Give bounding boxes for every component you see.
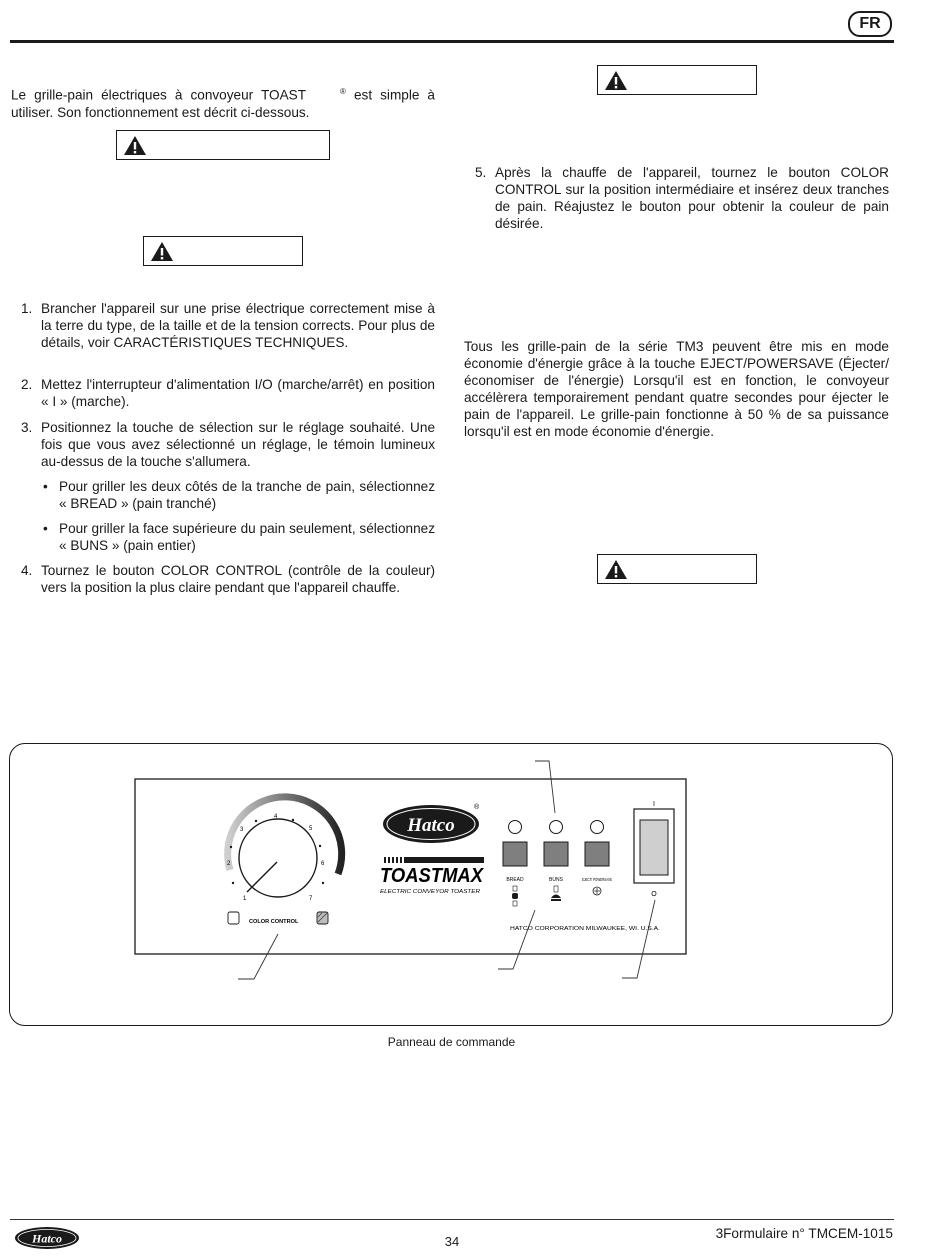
registered-mark: ®	[340, 87, 346, 96]
dial-number: 2	[227, 861, 231, 867]
dial-tick	[230, 846, 232, 848]
warning-triangle-icon	[604, 559, 628, 580]
warning-box-4	[597, 554, 757, 584]
step-1	[21, 300, 435, 351]
bullet-dot: •	[43, 521, 48, 536]
step-number: 4.	[21, 563, 33, 578]
indicator-light-powersave	[591, 821, 604, 834]
form-number: 3Formulaire n° TMCEM-1015	[715, 1226, 893, 1241]
bread-button[interactable]	[503, 842, 527, 866]
dial-number: 6	[321, 861, 325, 867]
warning-box-3	[597, 65, 757, 95]
warning-box-1	[116, 130, 330, 160]
bullet-bread	[43, 478, 435, 512]
buns-button[interactable]	[544, 842, 568, 866]
indicator-light-bread	[509, 821, 522, 834]
step-text: Positionnez la touche de sélection sur le réglage souhaité. Une fois que vous avez sélectionné un réglage, le témoin lumineux au-dessus de la touche s'allumera.	[41, 420, 435, 469]
step-text: Après la chauffe de l'appareil, tournez le bouton COLOR CONTROL sur la position intermédiaire et insérez deux tranches de pain. Réajustez le bouton pour obtenir la couleur de pain désirée.	[495, 165, 889, 231]
bullet-text: Pour griller les deux côtés de la tranche de pain, sélectionnez « BREAD » (pain tranché)	[59, 479, 435, 511]
eject-powersave-label: EJECT/ POWERSAVE	[582, 877, 612, 882]
buns-button-label: BUNS	[549, 877, 563, 883]
dial-tick	[232, 882, 234, 884]
step-text: Brancher l'appareil sur une prise électrique correctement mise à la terre du type, de la taille et de la tension corrects. Pour plus de détails, voir CARACTÉRISTIQUES TECHNIQUES.	[41, 301, 435, 350]
page-number: 34	[444, 1234, 460, 1249]
hatco-logo-text: Hatco	[407, 815, 455, 836]
step-3	[21, 419, 435, 470]
bullet-text: Pour griller la face supérieure du pain seulement, sélectionnez « BUNS » (pain entier)	[59, 521, 435, 553]
switch-on-label: I	[653, 801, 655, 808]
warning-triangle-icon	[123, 135, 147, 156]
bread-button-label: BREAD	[506, 877, 524, 883]
footer-rule	[10, 1219, 894, 1220]
eject-powersave-icon	[593, 887, 601, 895]
intro-text-after: est simple à utiliser. Son fonctionnement est décrit ci-dessous.	[11, 87, 435, 120]
dial-number: 5	[309, 826, 313, 832]
color-control-label: COLOR CONTROL	[249, 919, 299, 925]
toastmax-logo: TOASTMAX	[380, 865, 485, 887]
dial-number: 1	[243, 896, 247, 902]
header-rule	[10, 40, 894, 43]
dial-tick	[255, 820, 257, 822]
toastmax-subtitle: ELECTRIC CONVEYOR TOASTER	[380, 889, 480, 895]
powersave-paragraph: Tous les grille-pain de la série TM3 peuvent être mis en mode économie d'énergie grâce à la touche EJECT/POWERSAVE (Éjecter/économiser de l'énergie) Lorsqu'il est en fonction, le convoyeur accélèrera temporairement pendant quatre secondes pour éjecter le pain de l'appareil. Le grille-pain fonctionne à 50 % de sa puissance lorsqu'il est en mode économie d'énergie.	[464, 339, 889, 439]
dial-tick	[322, 882, 324, 884]
bullet-buns	[43, 520, 435, 554]
dial-number: 7	[309, 896, 313, 902]
step-text: Tournez le bouton COLOR CONTROL (contrôle de la couleur) vers la position la plus claire pendant que l'appareil chauffe.	[41, 563, 435, 595]
dial-tick	[319, 845, 321, 847]
footer-hatco-text: Hatco	[32, 1231, 62, 1246]
hatco-corporation-label: HATCO CORPORATION MILWAUKEE, WI. U.S.A.	[510, 926, 660, 932]
step-text: Mettez l'interrupteur d'alimentation I/O (marche/arrêt) en position « I » (marche).	[41, 377, 435, 409]
switch-off-label: O	[651, 891, 657, 898]
step-number: 3.	[21, 420, 33, 435]
step-number: 5.	[475, 165, 487, 180]
warning-box-2	[143, 236, 303, 266]
step-2	[21, 376, 435, 410]
step-5	[475, 164, 889, 232]
step-number: 2.	[21, 377, 33, 392]
dial-number: 4	[274, 814, 278, 820]
footer-hatco-logo	[14, 1225, 82, 1251]
language-badge: FR	[848, 11, 892, 37]
intro-text-before: Le grille-pain électriques à convoyeur TOAST	[11, 87, 307, 103]
color-control-knob[interactable]	[239, 819, 317, 897]
indicator-light-buns	[550, 821, 563, 834]
step-number: 1.	[21, 301, 33, 316]
intro-paragraph	[11, 83, 435, 121]
light-toast-icon	[228, 912, 239, 924]
warning-triangle-icon	[150, 241, 174, 262]
step-4	[21, 562, 435, 596]
warning-triangle-icon	[604, 70, 628, 91]
registered-mark: ®	[474, 804, 480, 811]
eject-powersave-button[interactable]	[585, 842, 609, 866]
figure-caption: Panneau de commande	[387, 1035, 516, 1049]
bullet-dot: •	[43, 479, 48, 494]
power-switch-rocker[interactable]	[640, 820, 668, 875]
dial-number: 3	[240, 827, 244, 833]
control-panel-drawing	[0, 740, 950, 1040]
dial-tick	[292, 819, 294, 821]
